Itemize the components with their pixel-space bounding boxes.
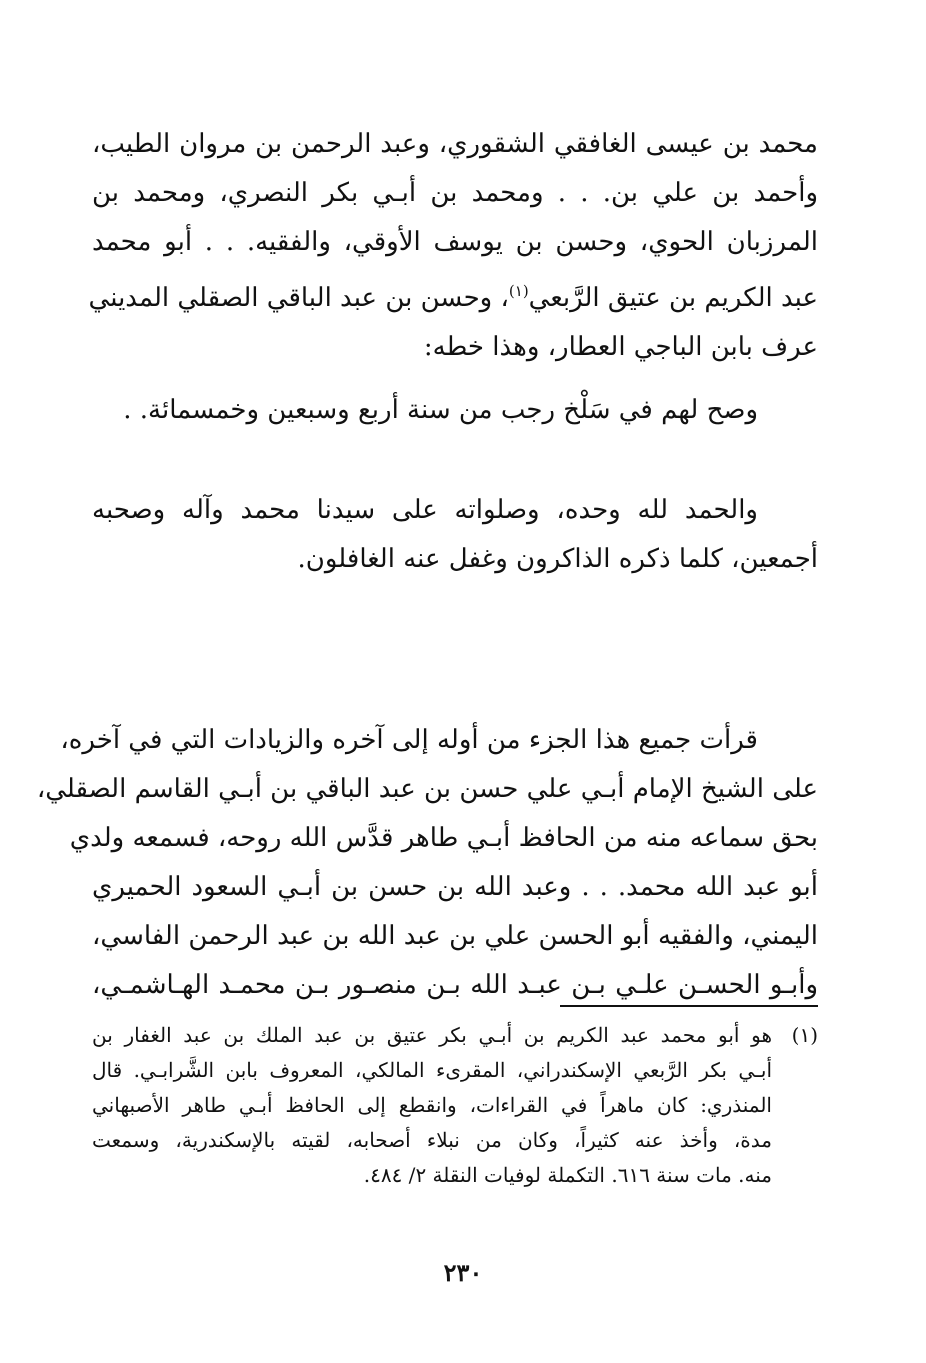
- text-line: عرف بابن الباجي العطار، وهذا خطه:: [423, 332, 818, 362]
- text-line: قرأت جميع هذا الجزء من أوله إلى آخره والزيادات التي في آخره،: [60, 725, 758, 755]
- paragraph-date: [92, 386, 818, 435]
- text-line: بحق سماعه منه من الحافظ أبـي طاهر قدَّس الله روحه، فسمعه ولدي: [69, 823, 818, 853]
- text-line: محمد بن عيسى الغافقي الشقوري، وعبد الرحمن بن مروان الطيب،: [92, 129, 818, 159]
- footnote-line: مدة، وأخذ عنه كثيراً، وكان من نبلاء أصحابه، لقيته بالإسكندرية، وسمعت: [92, 1128, 772, 1152]
- text-line: والحمد لله وحده، وصلواته على سيدنا محمد وآله وصحبه: [92, 495, 758, 525]
- footnote-divider: [560, 1005, 818, 1007]
- text-line: المرزبان الحوي، وحسن بن يوسف الأوقي، والفقيه. . . أبو محمد: [92, 227, 818, 257]
- text-fragment: ، وحسن بن عبد الباقي الصقلي المديني: [88, 283, 509, 313]
- footnote-body: [92, 1018, 772, 1193]
- text-line: أجمعين، كلما ذكره الذاكرون وغفل عنه الغافلون.: [297, 544, 818, 574]
- footnote-line: أبـي بكر الرَّبعي الإسكندراني، المقرىء المالكي، المعروف بابن الشَّرابـي. قال: [92, 1058, 772, 1082]
- footnote-reference: (١): [508, 282, 529, 300]
- paragraph-names-list: [88, 120, 818, 372]
- text-line-with-note: [88, 267, 818, 323]
- footnote-line: المنذري: كان ماهراً في القراءات، وانقطع إلى الحافظ أبـي طاهر الأصبهاني: [92, 1093, 772, 1117]
- text-line: أبو عبد الله محمد. . . وعبد الله بن حسن بن أبـي السعود الحميري: [92, 872, 818, 902]
- text-line: وأحمد بن علي بن. . . ومحمد بن أبـي بكر النصري، ومحمد بن: [92, 178, 818, 208]
- footnote-line: هو أبو محمد عبد الكريم بن أبـي بكر عتيق بن عبد الملك بن عبد الغفار بن: [92, 1023, 772, 1047]
- footnote-number: (١): [791, 1023, 818, 1047]
- text-line: اليمني، والفقيه أبو الحسن علي بن عبد الله بن عبد الرحمن الفاسي،: [92, 921, 818, 951]
- text-line: على الشيخ الإمام أبـي علي حسن بن عبد الباقي بن أبـي القاسم الصقلي،: [36, 774, 818, 804]
- paragraph-second-hearing: [36, 690, 818, 1036]
- text-fragment: عبد الكريم بن عتيق الرَّبعي: [528, 283, 818, 313]
- page-number: ٢٣٠: [443, 1258, 483, 1287]
- footnote-line: منه. مات سنة ٦١٦. التكملة لوفيات النقلة ٢/ ٤٨٤.: [363, 1163, 772, 1187]
- footnote: [92, 1018, 818, 1193]
- paragraph-praise: [92, 460, 818, 610]
- text-line: وأبـو الحسـن علـي بـن عبـد الله بـن منصـور بـن محمـد الهـاشمـي،: [92, 970, 818, 1000]
- text-line: وصح لهم في سَلْخ رجب من سنة أربع وسبعين وخمسمائة. .: [123, 395, 758, 425]
